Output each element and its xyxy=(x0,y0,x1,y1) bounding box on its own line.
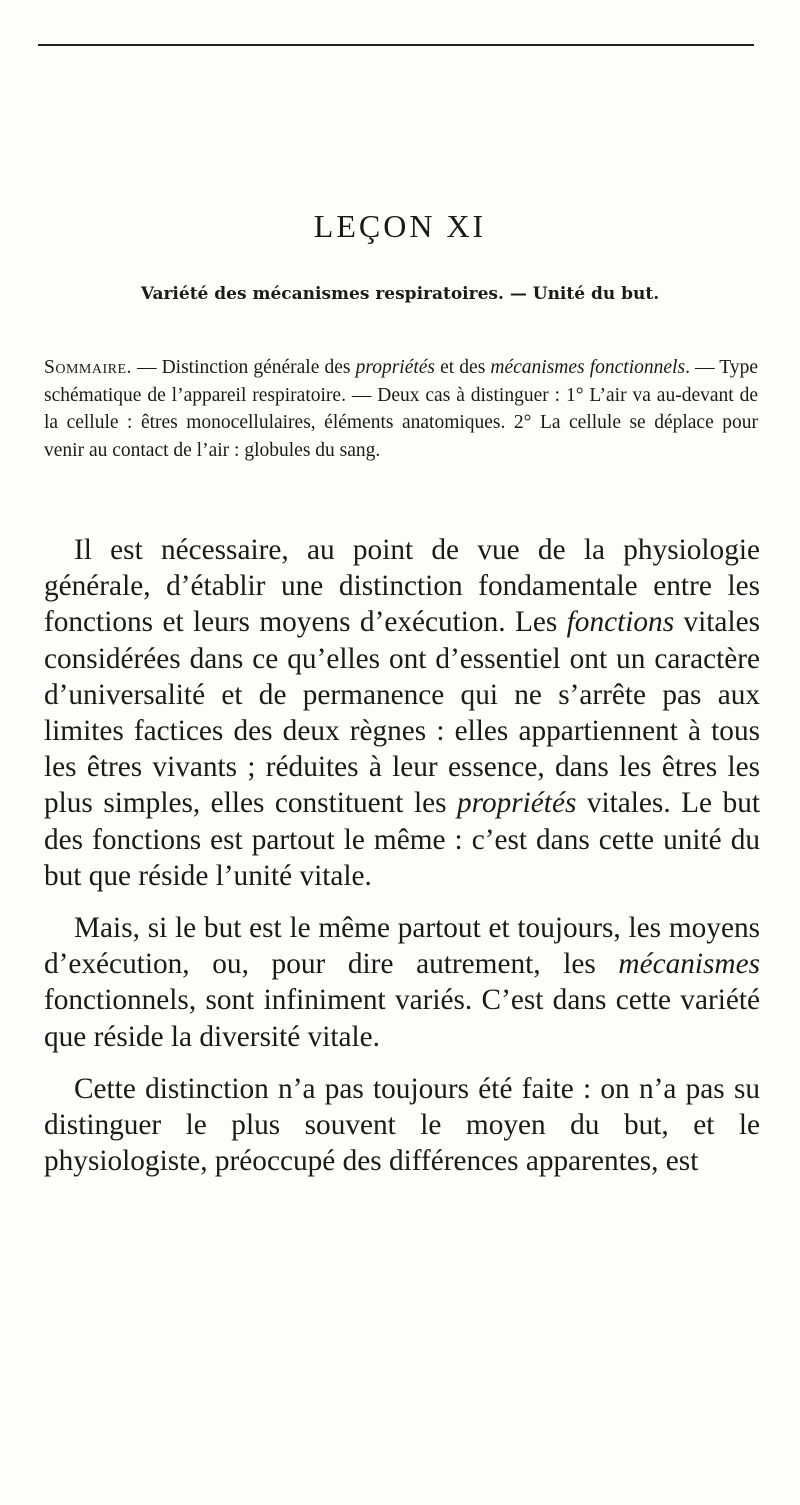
p1-italic-proprietes: propriétés xyxy=(457,787,577,820)
sommaire-label: Sommaire. xyxy=(44,357,132,378)
header-rule xyxy=(38,44,754,46)
p2-text-1: Mais, si le but est le même partout et toujours, les moyens d’exécution, ou, pour dire autrement, les xyxy=(44,912,760,981)
paragraph-3: Cette distinction n’a pas toujours été faite : on n’a pas su distinguer le plus souvent le moyen du but, et le physiologiste, préoccupé des différences apparentes, est xyxy=(44,1072,760,1178)
paragraph-1 xyxy=(44,532,760,894)
lecon-title: LEÇON XI xyxy=(313,208,487,244)
sommaire-italic-mecanismes: mécanismes fonctionnels xyxy=(490,357,686,378)
sommaire-text-2: et des xyxy=(435,357,491,378)
sommaire-block xyxy=(44,354,758,464)
paragraph-2 xyxy=(44,910,760,1055)
p1-italic-fonctions: fonctions xyxy=(566,606,675,639)
p1-text-1: Il est nécessaire, au point de vue de la physiologie générale, d’établir une distinction fondamentale entre les fonctions et leurs moyens d’exécution. Les xyxy=(44,534,760,639)
p2-text-2: fonctionnels, sont infiniment variés. C’est dans cette variété que réside la diversité vitale. xyxy=(44,984,760,1053)
p2-italic-mecanismes: mécanismes xyxy=(618,948,760,981)
lecon-subtitle: Variété des mécanismes respiratoires. — Unité du but. xyxy=(140,284,660,304)
p1-text-3: vitales. Le but des fonctions est partout le même : c’est dans cette unité du but que réside l’unité vitale. xyxy=(44,787,761,892)
p1-text-2: vitales considérées dans ce qu’elles ont d’essentiel ont un caractère d’universalité et de permanence qui ne s’arrête pas aux limites factices des deux règnes : elles appartiennent à tous les êtres vivants ; réduites à leur essence, dans les êtres les plus simples, elles constituent les xyxy=(44,606,760,820)
body-text xyxy=(44,532,760,1195)
sommaire-text-1: — Distinction générale des xyxy=(131,357,356,378)
sommaire-text-3: . — Type schématique de l’appareil respiratoire. — Deux cas à distinguer : 1° L’air va au-devant de la cellule : êtres monocellulaires, éléments anatomiques. 2° La cellule se déplace pour venir au contact de l’air : globules du sang. xyxy=(44,357,758,461)
sommaire-italic-proprietes: propriétés xyxy=(355,357,436,378)
